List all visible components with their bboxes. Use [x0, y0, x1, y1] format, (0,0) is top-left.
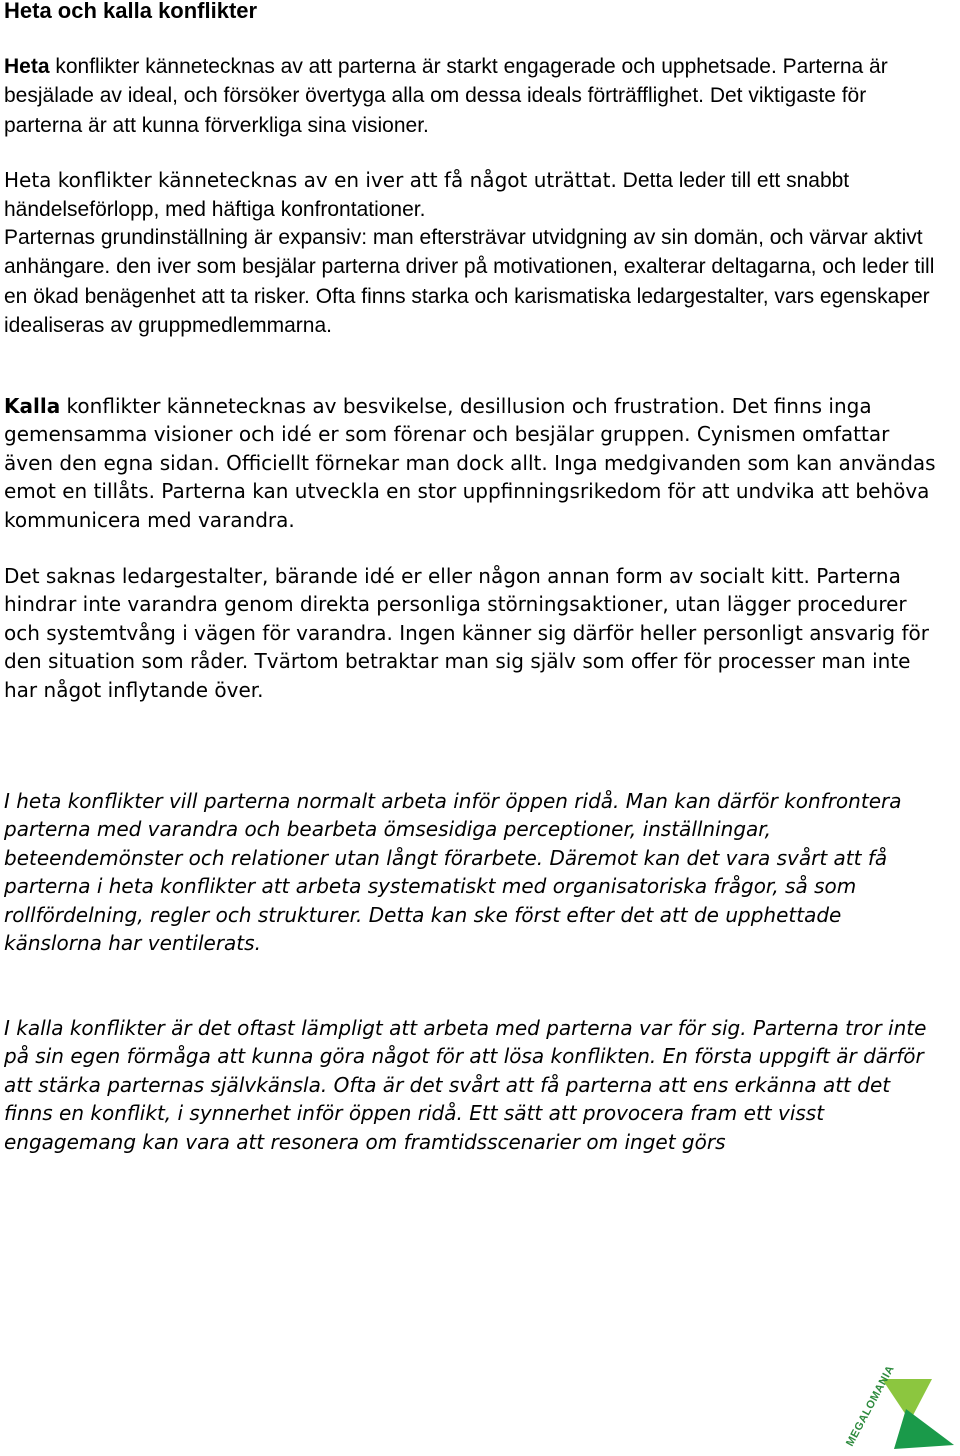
hot-paragraph-3: [4, 223, 944, 341]
cold-paragraph-intro: [4, 392, 944, 534]
cold-lead-bold: Kalla: [4, 394, 61, 418]
logo-text: MEGALOMANIA: [844, 1363, 897, 1449]
logo-graphic: [832, 1355, 958, 1451]
hot-p2-a: Heta konflikter kännetecknas av en iver att få något uträttat.: [4, 168, 617, 192]
hot-lead-text: konflikter kännetecknas av att parterna är starkt engagerade och upphetsade. Parterna är besjälade av ideal, och försöker övertyga alla om dessa ideals förträfflighet. Det viktigaste för parterna är att kunna förverkliga sina visioner.: [4, 55, 888, 137]
megalomania-logo: [832, 1355, 958, 1451]
hot-paragraph-intro: [4, 52, 944, 140]
hot-p3-c: Ofta finns starka och karismatiska ledargestalter, vars egenskaper idealiseras av gruppmedlemmarna.: [4, 284, 930, 338]
hot-p2-b: Detta leder till ett snabbt händelseförlopp, med häftiga konfrontationer.: [4, 169, 850, 222]
hot-p3-b: den iver som besjälar parterna driver på motivationen, exalterar deltagarna, och leder till en ökad benägenhet att ta risker.: [4, 255, 935, 308]
hot-lead-bold: Heta: [4, 55, 50, 78]
cold-paragraph-2: Det saknas ledargestalter, bärande idé er eller någon annan form av socialt kitt. Parterna hindrar inte varandra genom direkta personliga störningsaktioner, utan lägger procedurer och systemtvång i vägen för varandra. Ingen känner sig därför heller personligt ansvarig för den situation som råder. Tvärtom betraktar man sig själv som offer för processer man inte har något inflytande över.: [4, 564, 929, 702]
hot-paragraph-2: [4, 166, 944, 225]
italic-paragraph-hot: I heta konflikter vill parterna normalt arbeta inför öppen ridå. Man kan därför konfrontera parterna med varandra och bearbeta ömsesidiga perceptioner, inställningar, beteendemönster och relationer utan långt förarbete. Däremot kan det vara svårt att få parterna i heta konflikter att arbeta systematiskt med organisatoriska frågor, så som rollfördelning, regler och strukturer. Detta kan ske först efter det att de upphettade känslorna har ventilerats.: [4, 789, 902, 956]
document-title: Heta och kalla konflikter: [4, 0, 258, 23]
italic-paragraph-cold: I kalla konflikter är det oftast lämpligt att arbeta med parterna var för sig. Parterna tror inte på sin egen förmåga att kunna göra något för att lösa konflikten. En första uppgift är därför att stärka parternas självkänsla. Ofta är det svårt att få parterna att ens erkänna att det finns en konflikt, i synnerhet inför öppen ridå. Ett sätt att provocera fram ett visst engagemang kan vara att resonera om framtidsscenarier om inget görs: [4, 1016, 927, 1154]
cold-lead-text: konflikter kännetecknas av besvikelse, desillusion och frustration. Det finns inga gemensamma visioner och idé er som förenar och besjälar gruppen. Cynismen omfattar även den egna sidan. Officiellt förnekar man dock allt. Inga medgivanden som kan användas emot en tillåts. Parterna kan utveckla en stor uppfinningsrikedom för att undvika att behöva kommunicera med varandra.: [4, 394, 936, 532]
hot-p3-a: Parternas grundinställning är expansiv: man eftersträvar utvidgning av sin domän, och värvar aktivt anhängare.: [4, 226, 923, 279]
